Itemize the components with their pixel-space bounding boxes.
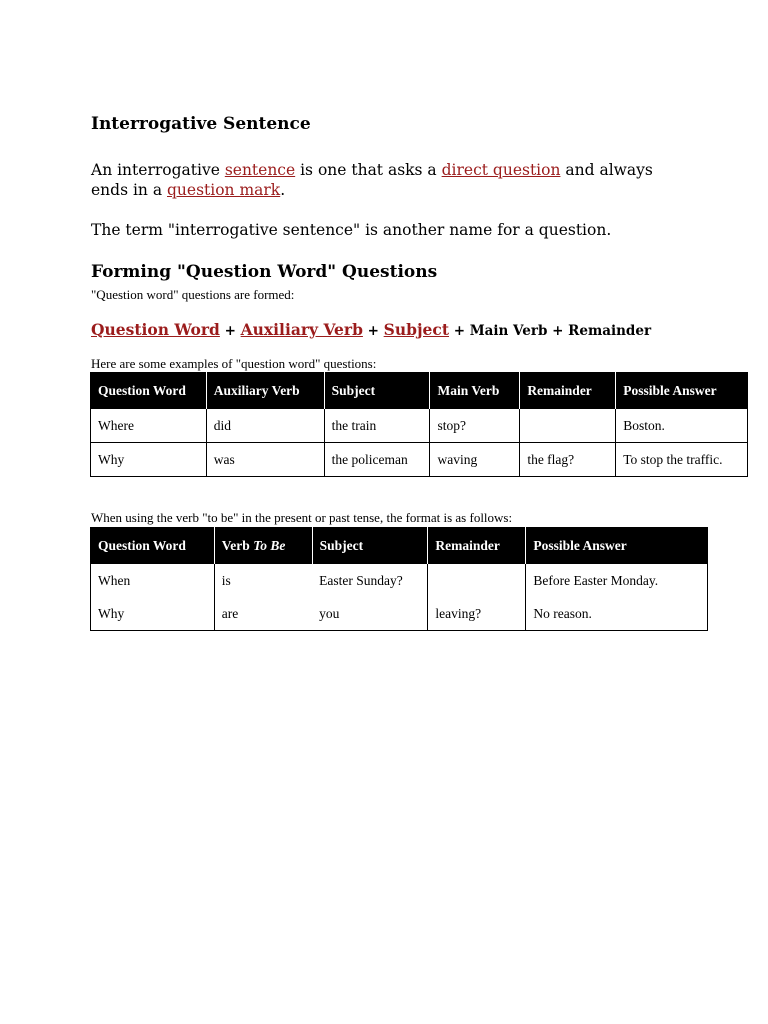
table-cell: leaving? (428, 597, 526, 631)
auxiliary-verb-link[interactable]: Auxiliary Verb (240, 320, 363, 339)
table-cell (520, 409, 616, 443)
header-cell: Subject (324, 373, 430, 410)
to-be-table (90, 527, 708, 631)
table-cell: did (206, 409, 324, 443)
header-cell: Main Verb (430, 373, 520, 410)
table-cell: the flag? (520, 443, 616, 477)
table-cell: waving (430, 443, 520, 477)
table-header-row (91, 373, 748, 410)
intro-text-3: and always ends in a (91, 161, 653, 199)
table-cell: is (214, 564, 312, 597)
intro-text-2: is one that asks a (295, 161, 442, 179)
term-paragraph: The term "interrogative sentence" is another name for a question. (91, 221, 612, 239)
table-cell: Easter Sunday? (319, 572, 403, 588)
table-row (91, 443, 748, 477)
header-text-italic: To Be (253, 538, 286, 553)
header-cell: Possible Answer (526, 528, 708, 565)
table-cell: you (319, 605, 340, 621)
header-cell: Subject (312, 528, 428, 565)
header-cell: Question Word (91, 528, 215, 565)
header-cell: Question Word (91, 373, 207, 410)
table-row (91, 409, 748, 443)
table-cell (428, 564, 526, 597)
intro-text-4: . (280, 181, 286, 199)
examples-intro: Here are some examples of "question word" questions: (91, 356, 377, 371)
formula-rest: + Main Verb + Remainder (449, 323, 652, 339)
intro-paragraph (91, 160, 691, 200)
header-cell: Remainder (520, 373, 616, 410)
intro-text-1: An interrogative (91, 161, 225, 179)
section-heading: Forming "Question Word" Questions (91, 262, 438, 282)
question-word-table (90, 372, 748, 477)
table-cell: To stop the traffic. (616, 443, 748, 477)
subject-link[interactable]: Subject (383, 320, 450, 339)
header-text: Verb (221, 538, 254, 553)
table-row (91, 564, 708, 597)
table-header-row (91, 528, 708, 565)
header-cell: Auxiliary Verb (206, 373, 324, 410)
formed-text: "Question word" questions are formed: (91, 287, 295, 302)
table-cell: are (214, 597, 312, 631)
to-be-intro: When using the verb "to be" in the present or past tense, the format is as follows: (91, 510, 513, 525)
question-word-link[interactable]: Question Word (91, 320, 220, 339)
header-cell: Possible Answer (616, 373, 748, 410)
page-title: Interrogative Sentence (91, 114, 311, 134)
header-cell (214, 528, 312, 565)
table-cell: the policeman (324, 443, 430, 477)
table-cell: Why (98, 605, 125, 621)
question-mark-link[interactable]: question mark (167, 181, 281, 199)
formula-plus: + (219, 323, 241, 339)
table-cell: Before Easter Monday. (526, 564, 708, 597)
table-cell: No reason. (526, 597, 708, 631)
sentence-link[interactable]: sentence (224, 161, 296, 179)
question-formula (91, 320, 651, 339)
table-cell: Where (91, 409, 207, 443)
header-cell: Remainder (428, 528, 526, 565)
table-cell: Boston. (616, 409, 748, 443)
formula-plus: + (362, 323, 384, 339)
table-cell: When (98, 572, 131, 588)
table-row (91, 597, 708, 631)
table-cell: was (206, 443, 324, 477)
table-cell: Why (91, 443, 207, 477)
table-cell: stop? (430, 409, 520, 443)
direct-question-link[interactable]: direct question (441, 161, 561, 179)
table-cell: the train (324, 409, 430, 443)
